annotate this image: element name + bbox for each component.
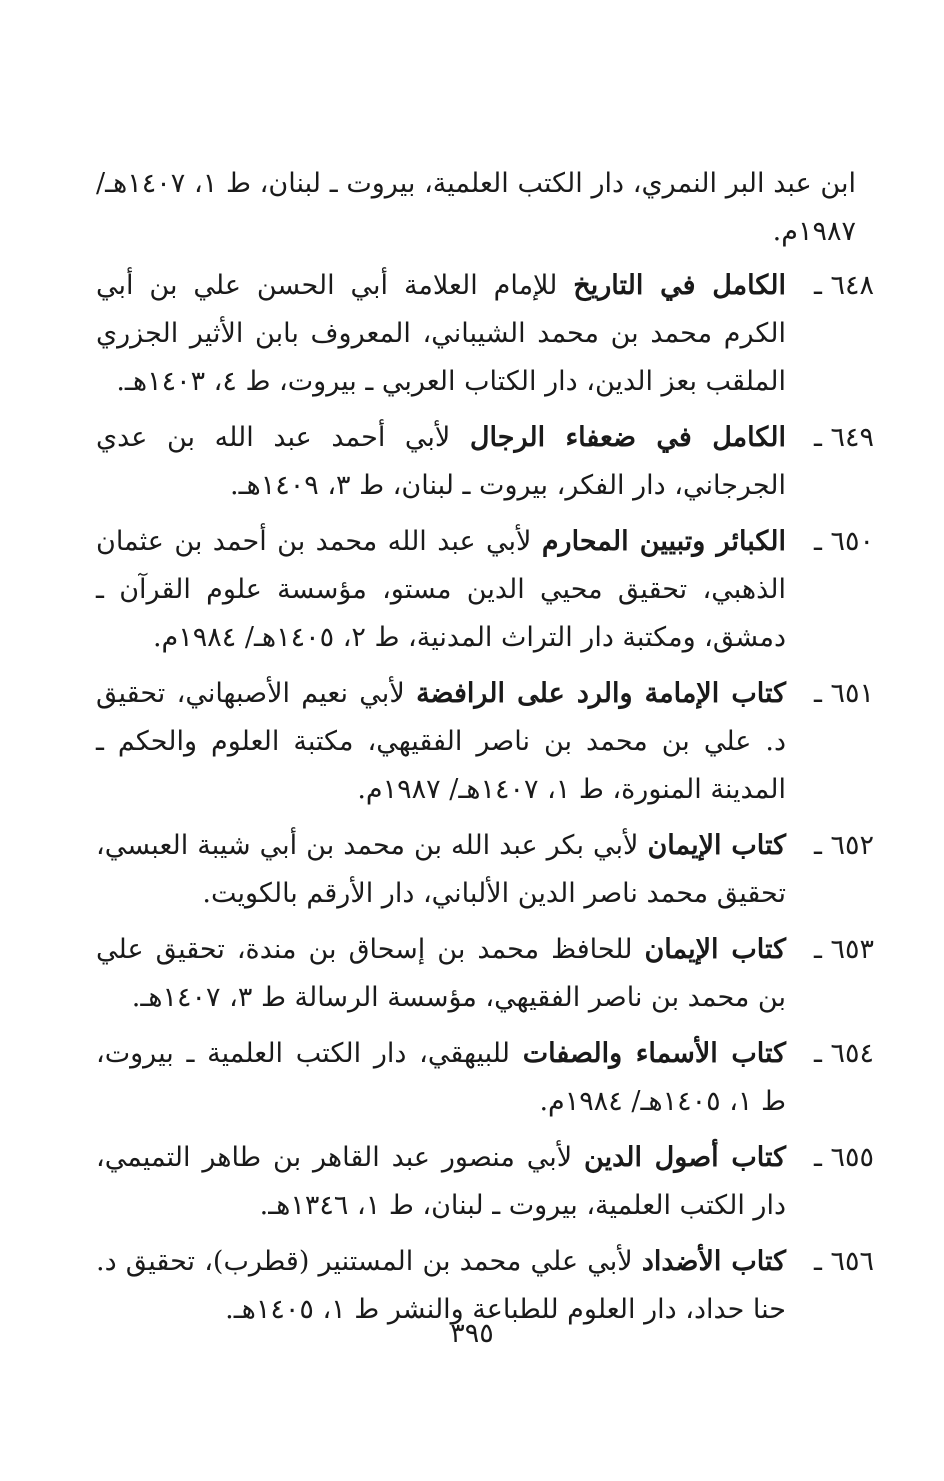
bibliography-entry xyxy=(96,926,874,1022)
entry-title: كتاب أصول الدين xyxy=(584,1142,786,1173)
entry-text: للإمام العلامة أبي الحسن علي بن أبي الكرم محمد بن محمد الشيباني، المعروف بابن الأثير الجزري الملقب بعز الدين، دار الكتاب العربي ـ بيروت، ط ٤، ١٤٠٣هـ. xyxy=(96,270,786,397)
entry-title: الكامل في ضعفاء الرجال xyxy=(469,422,786,453)
entry-text: لأبي عبد الله محمد بن أحمد بن عثمان الذهبي، تحقيق محيي الدين مستو، مؤسسة علوم القرآن ـ دمشق، ومكتبة دار التراث المدنية، ط ٢، ١٤٠٥هـ/ ١٩٨٤م. xyxy=(96,526,786,653)
entry-title: كتاب الإمامة والرد على الرافضة xyxy=(416,678,786,709)
entry-number: ٦٥٤ ـ xyxy=(813,1038,874,1069)
entry-text: لأبي منصور عبد القاهر بن طاهر التميمي، دار الكتب العلمية، بيروت ـ لبنان، ط ١، ١٣٤٦هـ. xyxy=(96,1142,786,1221)
entry-number: ٦٥٠ ـ xyxy=(813,526,874,557)
continuation-paragraph xyxy=(96,160,874,256)
bibliography-entry xyxy=(96,670,874,814)
entry-number: ٦٤٩ ـ xyxy=(813,422,874,453)
entry-text: لأبي بكر عبد الله بن محمد بن أبي شيبة العبسي، تحقيق محمد ناصر الدين الألباني، دار الأرقم بالكويت. xyxy=(96,830,786,909)
entry-number: ٦٥٣ ـ xyxy=(813,934,874,965)
page-number: ٣٩٥ xyxy=(450,1318,494,1349)
entry-text: لأبي نعيم الأصبهاني، تحقيق د. علي بن محمد بن ناصر الفقيهي، مكتبة العلوم والحكم ـ المدينة المنورة، ط ١، ١٤٠٧هـ/ ١٩٨٧م. xyxy=(96,678,786,805)
entry-text: لأبي علي محمد بن المستنير (قطرب)، تحقيق د. حنا حداد، دار العلوم للطباعة والنشر ط ١، ١٤٠٥هـ. xyxy=(96,1246,786,1325)
entry-body xyxy=(96,262,786,406)
entry-text: لأبي أحمد عبد الله بن عدي الجرجاني، دار الفكر، بيروت ـ لبنان، ط ٣، ١٤٠٩هـ. xyxy=(96,422,786,501)
entry-title: كتاب الإيمان xyxy=(647,830,787,861)
bibliography-entry xyxy=(96,414,874,510)
entry-body xyxy=(96,1134,786,1230)
entry-body xyxy=(96,670,786,814)
entry-title: الكامل في التاريخ xyxy=(573,270,786,301)
entry-number: ٦٥٢ ـ xyxy=(813,830,874,861)
entry-body xyxy=(96,1030,786,1126)
entry-text: للحافظ محمد بن إسحاق بن مندة، تحقيق علي بن محمد بن ناصر الفقيهي، مؤسسة الرسالة ط ٣، ١٤٠٧هـ. xyxy=(96,934,786,1013)
entry-title: كتاب الأسماء والصفات xyxy=(522,1038,786,1069)
entry-body xyxy=(96,518,786,662)
bibliography-entry xyxy=(96,262,874,406)
bibliography-entry xyxy=(96,1030,874,1126)
entry-body xyxy=(96,414,786,510)
bibliography-list xyxy=(96,262,874,1342)
entry-body xyxy=(96,822,786,918)
entry-text: للبيهقي، دار الكتب العلمية ـ بيروت، ط ١، ١٤٠٥هـ/ ١٩٨٤م. xyxy=(96,1038,786,1117)
entry-body xyxy=(96,926,786,1022)
entry-title: كتاب الأضداد xyxy=(641,1246,786,1277)
entry-title: الكبائر وتبيين المحارم xyxy=(541,526,786,557)
entry-number: ٦٤٨ ـ xyxy=(813,270,874,301)
bibliography-entry xyxy=(96,1134,874,1230)
entry-number: ٦٥٥ ـ xyxy=(813,1142,874,1173)
bibliography-entry xyxy=(96,518,874,662)
continuation-text: ابن عبد البر النمري، دار الكتب العلمية، بيروت ـ لبنان، ط ١، ١٤٠٧هـ/ ١٩٨٧م. xyxy=(96,168,856,247)
entry-number: ٦٥١ ـ xyxy=(813,678,874,709)
entry-number: ٦٥٦ ـ xyxy=(813,1246,874,1277)
bibliography-entry xyxy=(96,822,874,918)
entry-title: كتاب الإيمان xyxy=(644,934,787,965)
